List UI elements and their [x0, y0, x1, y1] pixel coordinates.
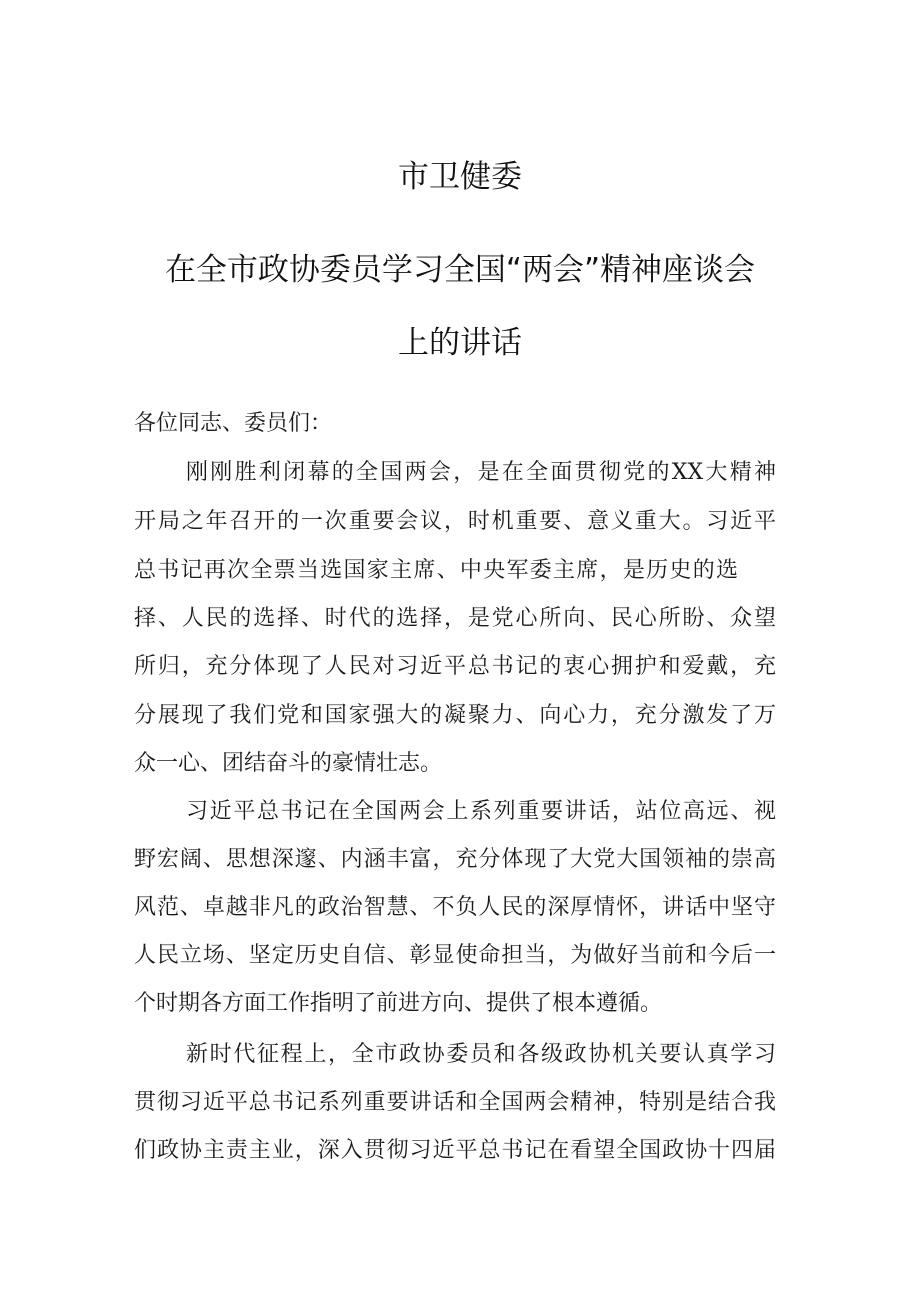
body-line: 开局之年召开的一次重要会议，时机重要、意义重大。习近平 — [134, 509, 776, 534]
body-line: 们政协主责主业，深入贯彻习近平总书记在看望全国政协十四届 — [134, 1138, 776, 1163]
body-line: 风范、卓越非凡的政治智慧、不负人民的深厚情怀，讲话中坚守 — [134, 895, 776, 920]
body-line: 贯彻习近平总书记系列重要讲话和全国两会精神，特别是结合我 — [134, 1090, 776, 1115]
body-line: 择、人民的选择、时代的选择，是党心所向、民心所盼、众望 — [134, 606, 776, 631]
title-line-3: 上的讲话 — [398, 325, 522, 361]
body-line: 总书记再次全票当选国家主席、中央军委主席，是历史的选 — [134, 558, 738, 583]
title-line-1: 市卫健委 — [398, 159, 522, 195]
body-line: 野宏阔、思想深邃、内涵丰富，充分体现了大党大国领袖的崇高 — [134, 847, 776, 872]
title-line-2: 在全市政协委员学习全国“两会”精神座谈会 — [164, 252, 756, 288]
body-line: 人民立场、坚定历史自信、彰显使命担当，为做好当前和今后一 — [134, 943, 776, 968]
salutation: 各位同志、委员们： — [134, 411, 333, 436]
body-line: 习近平总书记在全国两会上系列重要讲话，站位高远、视 — [186, 799, 776, 824]
body-line: 分展现了我们党和国家强大的凝聚力、向心力，充分激发了万 — [134, 703, 776, 728]
body-line: 个时期各方面工作指明了前进方向、提供了根本遵循。 — [134, 991, 663, 1016]
body-line: 刚刚胜利闭幕的全国两会，是在全面贯彻党的XX大精神 — [186, 460, 776, 485]
body-line: 所归，充分体现了人民对习近平总书记的衷心拥护和爱戴，充 — [134, 654, 776, 679]
body-line: 新时代征程上，全市政协委员和各级政协机关要认真学习 — [186, 1042, 776, 1067]
body-line: 众一心、团结奋斗的豪情壮志。 — [134, 751, 443, 776]
